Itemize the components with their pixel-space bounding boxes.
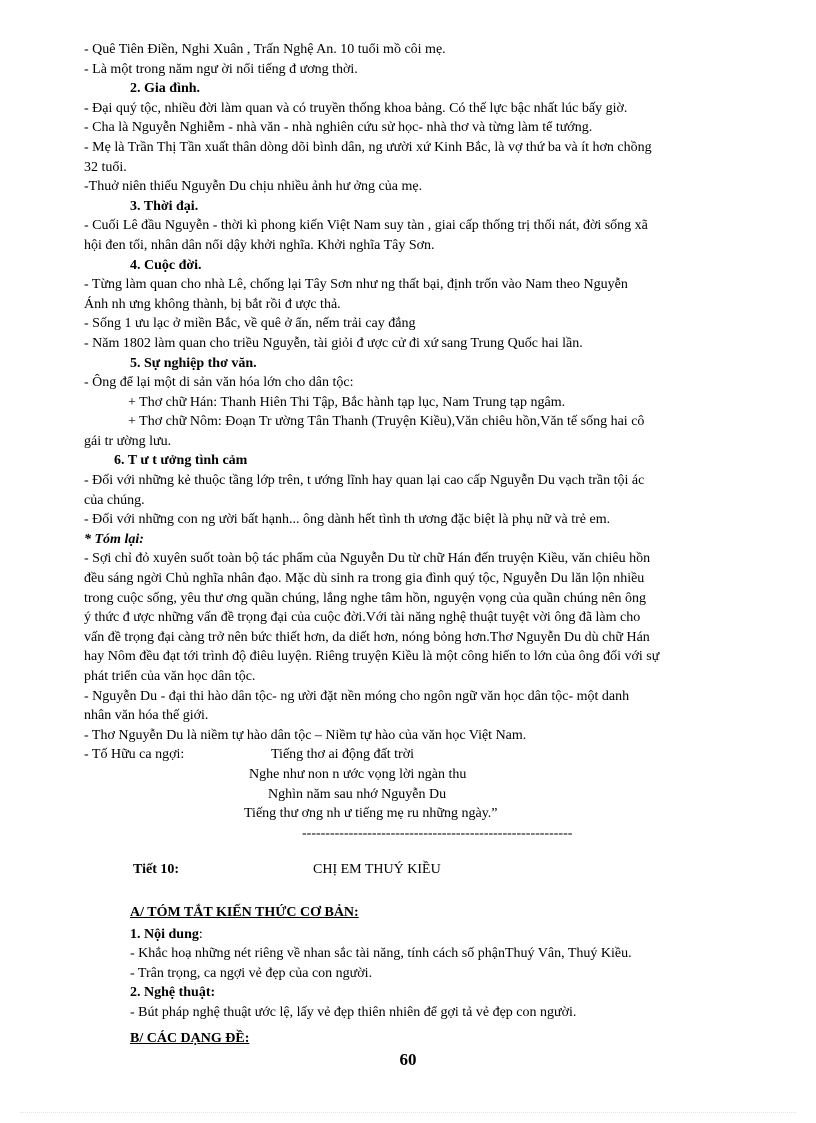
text-line: - Đối với những con ng ười bất hạnh... ông dành hết tình th ương đặc biệt là phụ nữ và trẻ em.	[84, 512, 611, 528]
text-line: - Sống 1 ưu lạc ở miền Bắc, về quê ở ẩn, nếm trải cay đắng	[84, 316, 416, 332]
page-edge-divider	[20, 1112, 796, 1113]
text-line: - Từng làm quan cho nhà Lê, chống lại Tây Sơn như ng thất bại, định trốn vào Nam theo Nguyễn	[84, 277, 628, 293]
text-line: gái tr ường lưu.	[84, 433, 172, 449]
heading-thoi-dai: 3. Thời đại.	[130, 198, 199, 214]
page-number: 60	[399, 1050, 417, 1069]
text-line: - Nguyễn Du - đại thi hào dân tộc- ng ười đặt nền móng cho ngôn ngữ văn học dân tộc- một danh	[84, 688, 630, 704]
text-line: trong cuộc sống, yêu thư ơng quần chúng, lắng nghe tâm hồn, nguyện vọng của quần chúng nên ông	[84, 590, 647, 606]
part-b-heading: B/ CÁC DẠNG ĐỀ:	[130, 1030, 250, 1046]
poem-verse: Tiếng thư ơng nh ư tiếng mẹ ru những ngày.”	[244, 806, 498, 822]
lesson-content	[130, 903, 750, 1048]
poem-verse: Nghìn năm sau nhớ Nguyễn Du	[268, 786, 447, 802]
text-line: 32 tuổi.	[84, 159, 127, 175]
text-line: - Thơ Nguyễn Du là niềm tự hào dân tộc – Niềm tự hào của văn học Việt Nam.	[84, 727, 527, 743]
noidung-colon: :	[198, 926, 203, 942]
text-line: - Bút pháp nghệ thuật ước lệ, lấy vẻ đẹp thiên nhiên để gợi tả vẻ đẹp con người.	[130, 1004, 577, 1020]
text-line: - Ông để lại một di sản văn hóa lớn cho dân tộc:	[84, 375, 354, 391]
text-line: - Cha là Nguyễn Nghiễm - nhà văn - nhà nghiên cứu sử học- nhà thơ và từng làm tể tướng.	[84, 120, 593, 136]
intro-line: - Quê Tiên Điền, Nghi Xuân , Trấn Nghệ An. 10 tuổi mồ côi mẹ.	[84, 42, 446, 57]
text-line: - Mẹ là Trần Thị Tần xuất thân dòng dõi bình dân, ng ưười xứ Kinh Bắc, là vợ thứ ba và ít hơn chồng	[84, 139, 652, 155]
text-line: hội đen tối, nhân dân nổi dậy khởi nghĩa. Khởi nghĩa Tây Sơn.	[84, 237, 435, 253]
divider: ----------------------------------------------------------	[302, 825, 573, 841]
text-line: Ánh nh ưng không thành, bị bắt rồi đ ược thả.	[84, 296, 341, 312]
noidung-label: 1. Nội dung	[130, 926, 199, 942]
text-line: của chúng.	[84, 492, 145, 508]
text-line: - Trân trọng, ca ngợi vẻ đẹp của con người.	[130, 965, 373, 981]
noidung-heading	[130, 925, 750, 945]
text-line: + Thơ chữ Nôm: Đoạn Tr ường Tân Thanh (Truyện Kiều),Văn chiêu hồn,Văn tế sống hai cô	[128, 414, 645, 430]
poem-verse: Tiếng thơ ai động đất trời	[271, 747, 415, 763]
text-line: - Khắc hoạ những nét riêng về nhan sắc tài năng, tính cách số phậnThuý Vân, Thuý Kiều.	[130, 946, 632, 962]
poem-verse: Nghe như non n ước vọng lời ngàn thu	[249, 766, 467, 782]
part-a-heading: A/ TÓM TẮT KIẾN THỨC CƠ BẢN:	[130, 905, 359, 920]
text-line: -Thuở niên thiếu Nguyễn Du chịu nhiều ảnh hư ởng của mẹ.	[84, 179, 423, 195]
intro-line: - Là một trong năm ngư ời nổi tiếng đ ương thời.	[84, 61, 358, 77]
text-line: - Đối với những kẻ thuộc tầng lớp trên, t ướng lĩnh hay quan lại cao cấp Nguyễn Du vạch trần tội ác	[84, 473, 645, 489]
document-body	[84, 40, 744, 843]
text-line: - Đại quý tộc, nhiều đời làm quan và có truyền thống khoa bảng. Có thế lực bậc nhất lúc bấy giờ.	[84, 100, 628, 116]
text-line: - Cuối Lê đầu Nguyễn - thời kì phong kiến Việt Nam suy tàn , giai cấp thống trị thối nát, đời sống xã	[84, 218, 648, 234]
poem-line	[84, 745, 744, 765]
heading-gia-dinh: 2. Gia đình.	[130, 81, 201, 97]
text-line: hay Nôm đều đạt tới trình độ điêu luyện. Riêng truyện Kiều là một công hiến to lớn của ông đối với sự	[84, 649, 660, 665]
text-line: - Sợi chỉ đỏ xuyên suốt toàn bộ tác phẩm của Nguyễn Du từ chữ Hán đến truyện Kiều, văn chiêu hồn	[84, 551, 651, 567]
text-line: - Năm 1802 làm quan cho triều Nguyễn, tài giỏi đ ược cử đi xứ sang Trung Quốc hai lần.	[84, 335, 583, 351]
heading-tu-tuong: 6. T ư t ưởng tình cảm	[114, 453, 248, 469]
text-line: + Thơ chữ Hán: Thanh Hiên Thi Tập, Bắc hành tạp lục, Nam Trung tạp ngâm.	[128, 394, 566, 410]
text-line: nhân văn hóa thế giới.	[84, 708, 209, 724]
poem-line	[84, 785, 744, 805]
heading-su-nghiep: 5. Sự nghiệp thơ văn.	[130, 355, 257, 371]
lesson-number: Tiết 10:	[133, 862, 180, 877]
nghethuat-heading: 2. Nghệ thuật:	[130, 985, 216, 1001]
text-line: đều sáng ngời Chủ nghĩa nhân đạo. Mặc dù sinh ra trong gia đình quý tộc, Nguyễn Du lăn lộn nhiều	[84, 571, 645, 587]
text-line: phát triển của văn học dân tộc.	[84, 669, 256, 684]
text-line: vấn đề trọng đại càng trở nên bức thiết hơn, da diết hơn, nóng bỏng hơn.Thơ Nguyễn Du dù chữ Hán	[84, 629, 650, 645]
poem-line	[84, 804, 744, 824]
heading-tom-lai: * Tóm lại:	[84, 531, 144, 547]
text-line: ý thức đ ược những vấn đề trọng đại của cuộc đời.Với tài năng nghệ thuật tuyệt vời ông đã làm cho	[84, 610, 641, 626]
poem-line	[84, 765, 744, 785]
heading-cuoc-doi: 4. Cuộc đời.	[130, 257, 202, 273]
lesson-title: CHỊ EM THUÝ KIỀU	[313, 862, 441, 877]
quote-intro: - Tố Hữu ca ngợi:	[84, 747, 185, 763]
